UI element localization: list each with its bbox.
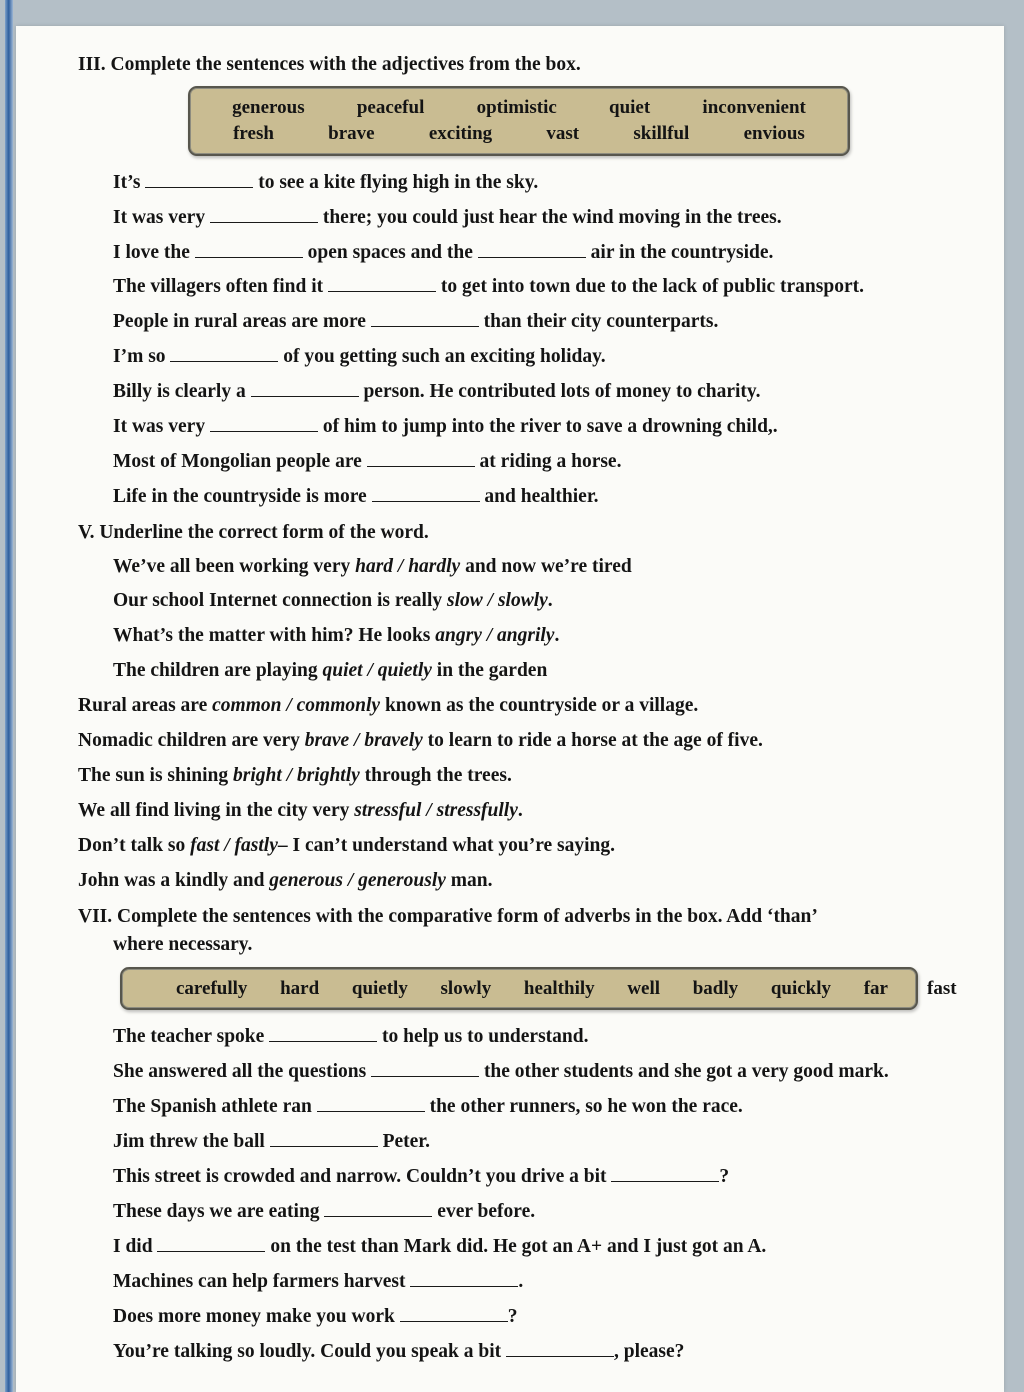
exercise-sentence: The teacher spoke to help us to understand. bbox=[113, 1026, 589, 1048]
fill-in-blank bbox=[372, 487, 480, 502]
exercise-sentence: Life in the countryside is more and healthier. bbox=[113, 486, 599, 508]
fill-in-blank bbox=[328, 277, 436, 292]
exercise-sentence: Most of Mongolian people are at riding a horse. bbox=[113, 451, 622, 473]
exercise-sentence: The Spanish athlete ran the other runners, so he won the race. bbox=[113, 1096, 743, 1118]
fill-in-blank bbox=[251, 382, 359, 397]
box-word: quietly bbox=[351, 977, 408, 999]
fill-in-blank bbox=[611, 1167, 719, 1182]
box-word: hard bbox=[280, 977, 320, 999]
section-iii bbox=[78, 52, 956, 510]
box-word: carefully bbox=[176, 977, 248, 999]
word-choice: brave / bravely bbox=[304, 730, 423, 752]
exercise-sentence: People in rural areas are more than their city counterparts. bbox=[113, 311, 719, 333]
word-box-wrap bbox=[120, 967, 956, 1011]
word-choice: common / commonly bbox=[212, 695, 381, 717]
box-word: badly bbox=[692, 977, 739, 999]
fill-in-blank bbox=[145, 173, 253, 188]
exercise-sentence: I did on the test than Mark did. He got an A+ and I just got an A. bbox=[113, 1236, 767, 1258]
word-box-wrap bbox=[188, 86, 956, 155]
fill-in-blank bbox=[478, 243, 586, 258]
fill-in-blank bbox=[506, 1342, 614, 1357]
exercise-sentence: Our school Internet connection is really slow / slowly. bbox=[113, 590, 553, 612]
exercise-sentence: Rural areas are common / commonly known as the countryside or a village. bbox=[78, 695, 699, 717]
box-word: quickly bbox=[770, 977, 832, 999]
exercise-sentence: Machines can help farmers harvest . bbox=[113, 1271, 524, 1293]
section-heading-vii: VII. Complete the sentences with the comparative form of adverbs in the box. Add ‘than’ bbox=[78, 906, 818, 928]
exercise-sentence: These days we are eating ever before. bbox=[113, 1201, 536, 1223]
worksheet-page bbox=[16, 26, 1004, 1392]
word-box-row bbox=[206, 121, 832, 147]
word-box-row bbox=[176, 976, 888, 1002]
fill-in-blank bbox=[210, 208, 318, 223]
box-word: vast bbox=[546, 122, 580, 144]
section-heading-continuation: where necessary. bbox=[113, 934, 253, 956]
word-box-row bbox=[206, 95, 832, 121]
exercise-sentence: Billy is clearly a person. He contributed lots of money to charity. bbox=[113, 381, 761, 403]
box-word: brave bbox=[328, 122, 375, 144]
exercise-sentence: You’re talking so loudly. Could you speak a bit , please? bbox=[113, 1340, 685, 1362]
exercise-sentence: I love the open spaces and the air in the countryside. bbox=[113, 241, 774, 263]
exercise-sentence: The villagers often find it to get into town due to the lack of public transport. bbox=[113, 276, 864, 298]
exercise-sentence: It was very there; you could just hear the wind moving in the trees. bbox=[113, 206, 782, 228]
box-word: well bbox=[627, 977, 661, 999]
box-word: peaceful bbox=[356, 97, 425, 119]
box-word: slowly bbox=[440, 977, 492, 999]
exercise-sentence: Jim threw the ball Peter. bbox=[113, 1131, 431, 1153]
word-choice: angry / angrily bbox=[435, 625, 555, 647]
box-word: quiet bbox=[609, 97, 651, 119]
exercise-sentence: It’s to see a kite flying high in the sky. bbox=[113, 171, 539, 193]
exercise-sentence: John was a kindly and generous / generously man. bbox=[78, 870, 493, 892]
exercise-sentence: Does more money make you work ? bbox=[113, 1305, 518, 1327]
box-word: fresh bbox=[233, 122, 274, 144]
box-word: generous bbox=[232, 97, 305, 119]
section-heading-v: V. Underline the correct form of the word. bbox=[78, 522, 429, 544]
sections-container bbox=[78, 52, 956, 1365]
section-v bbox=[78, 520, 956, 894]
fill-in-blank bbox=[210, 417, 318, 432]
fill-in-blank bbox=[324, 1202, 432, 1217]
exercise-sentence: We’ve all been working very hard / hardly and now we’re tired bbox=[113, 555, 632, 577]
box-word: skillful bbox=[633, 122, 690, 144]
exercise-sentence: The sun is shining bright / brightly through the trees. bbox=[78, 765, 512, 787]
word-choice: bright / brightly bbox=[233, 765, 360, 787]
box-word: optimistic bbox=[476, 97, 557, 119]
word-box bbox=[188, 86, 850, 155]
box-word: far bbox=[863, 977, 888, 999]
box-word: envious bbox=[743, 122, 805, 144]
exercise-sentence: The children are playing quiet / quietly in the garden bbox=[113, 660, 548, 682]
word-choice: quiet / quietly bbox=[322, 660, 432, 682]
box-word-outside: fast bbox=[927, 977, 957, 999]
exercise-sentence: Don’t talk so fast / fastly– I can’t understand what you’re saying. bbox=[78, 835, 616, 857]
fill-in-blank bbox=[195, 243, 303, 258]
section-heading-iii: III. Complete the sentences with the adjectives from the box. bbox=[78, 54, 581, 75]
exercise-sentence: She answered all the questions the other students and she got a very good mark. bbox=[113, 1061, 889, 1083]
fill-in-blank bbox=[270, 1132, 378, 1147]
exercise-sentence: I’m so of you getting such an exciting holiday. bbox=[113, 346, 606, 368]
fill-in-blank bbox=[269, 1027, 377, 1042]
box-word: healthily bbox=[523, 977, 595, 999]
page-edge-blue-strip bbox=[5, 0, 13, 1392]
word-choice: hard / hardly bbox=[355, 555, 461, 577]
exercise-sentence: Nomadic children are very brave / bravely to learn to ride a horse at the age of five. bbox=[78, 730, 763, 752]
fill-in-blank bbox=[371, 1062, 479, 1077]
word-choice: fast / fastly bbox=[190, 835, 278, 857]
fill-in-blank bbox=[400, 1307, 508, 1322]
fill-in-blank bbox=[317, 1097, 425, 1112]
section-vii bbox=[78, 904, 956, 1365]
word-choice: stressful / stressfully bbox=[354, 800, 518, 822]
exercise-sentence: This street is crowded and narrow. Couldn’t you drive a bit ? bbox=[113, 1166, 730, 1188]
box-word: exciting bbox=[428, 122, 493, 144]
box-word: inconvenient bbox=[702, 97, 806, 119]
exercise-sentence: It was very of him to jump into the river to save a drowning child,. bbox=[113, 416, 778, 438]
exercise-sentence: What’s the matter with him? He looks angry / angrily. bbox=[113, 625, 560, 647]
exercise-sentence: We all find living in the city very stressful / stressfully. bbox=[78, 800, 523, 822]
fill-in-blank bbox=[410, 1272, 518, 1287]
word-choice: slow / slowly bbox=[447, 590, 548, 612]
word-box bbox=[120, 967, 918, 1011]
fill-in-blank bbox=[157, 1237, 265, 1252]
word-choice: generous / generously bbox=[269, 870, 446, 892]
fill-in-blank bbox=[371, 312, 479, 327]
fill-in-blank bbox=[170, 347, 278, 362]
fill-in-blank bbox=[367, 452, 475, 467]
